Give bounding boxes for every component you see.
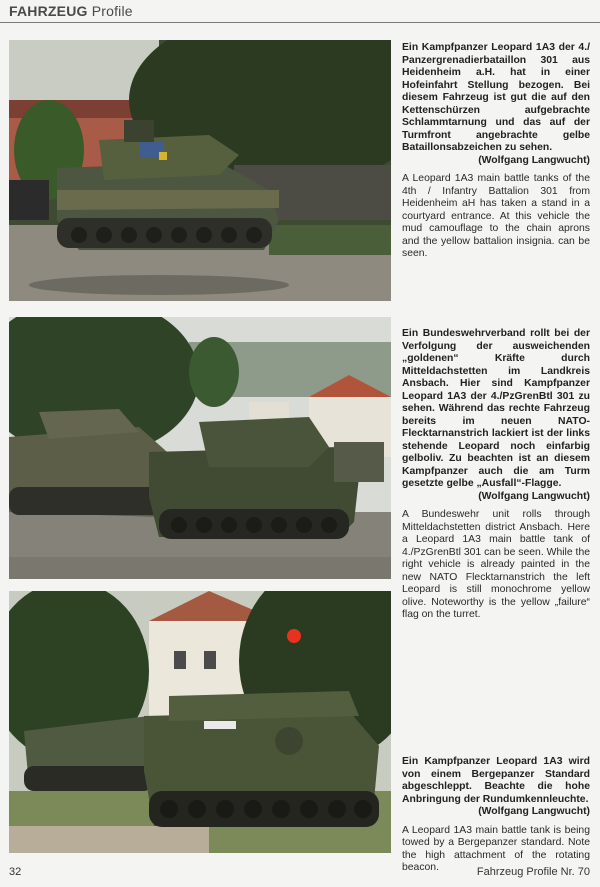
footer-title: Fahrzeug Profile Nr. 70 (476, 866, 590, 878)
magazine-title: FAHRZEUG Profile (9, 3, 133, 19)
page-number: 32 (9, 866, 22, 878)
caption-english: A Leopard 1A3 main battle tanks of the 4th / Infantry Battalion 301 from Heidenheim aH has taken a stand in a courtyard entrance. At this vehicle the mud camouflage to the chain aprons and the yellow battalion insignia. can be seen. (402, 173, 590, 259)
caption-photo2 (402, 328, 590, 622)
photo-tank-convoy (9, 317, 391, 579)
caption-english: A Leopard 1A3 main battle tank is being towed by a Bergepanzer standard. Note the high attachment of the rotating beacon. (402, 824, 590, 873)
caption-author: (Wolfgang Langwucht) (478, 154, 590, 166)
caption-english: A Bundeswehr unit rolls through Mitteldachstetten district Ansbach. Here a Leopard 1A3 main battle tank of 4./PzGrenBtl 301 can be seen. While the right vehicle is already painted in the new NATO Flecktarnanstrich the left Leopard is still monochrome yellow olive. Noteworthy is the yellow „failure“ flag on the turret. (402, 509, 590, 620)
caption-german: Ein Kampfpanzer Leopard 1A3 der 4./ Panzergrenadierbataillon 301 aus Heidenheim a.H. hat in einer Hofeinfahrt Stellung bezogen. Bei diesem Fahrzeug ist gut die auf den Kettenschürzen aufgebrachte Schlammtarnung und das auf der Turmfront angebrachte gelbe Bataillonsabzeichen zu sehen. (402, 42, 590, 153)
caption-german: Ein Kampfpanzer Leopard 1A3 wird von einem Bergepanzer Standard abgeschleppt. Beachte die hohe Anbringung der Rundumkennleuchte. (402, 756, 590, 805)
page-header (0, 0, 600, 23)
photo-tank-towing (9, 591, 391, 853)
caption-photo1 (402, 42, 590, 261)
caption-author: (Wolfgang Langwucht) (478, 806, 590, 817)
caption-author: (Wolfgang Langwucht) (478, 490, 590, 502)
caption-photo3 (402, 756, 590, 875)
caption-german: Ein Bundeswehrverband rollt bei der Verfolgung der ausweichenden „goldenen“ Kräfte durch Mitteldachstetten im Landkreis Ansbach. Hier sind Kampfpanzer Leopard 1A3 der 4./PzGrenBtl 301 zu sehen. Während das rechte Fahrzeug bereits im neuen NATO-Flecktarnanstrich lackiert ist der links stehende Leopard noch einfarbig gelboliv. Zu beachten ist an diesem Kampfpanzer auch die am Turm gesetzte gelbe „Ausfall“-Flagge. (402, 328, 590, 489)
photo-tank-courtyard (9, 40, 391, 301)
